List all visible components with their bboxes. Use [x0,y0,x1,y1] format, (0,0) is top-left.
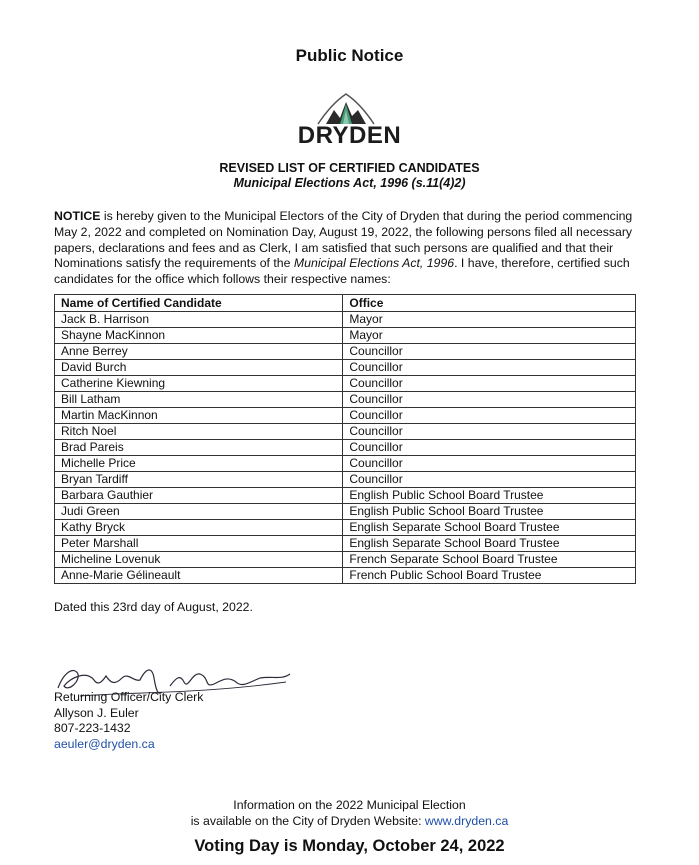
candidate-name: Bryan Tardiff [55,472,343,488]
candidate-office: Councillor [343,344,636,360]
notice-text-2: . I have, therefore, certified such candidates for the office which follows their respective names: [54,256,630,287]
candidate-name: David Burch [55,360,343,376]
candidate-office: French Public School Board Trustee [343,568,636,584]
candidate-office: Councillor [343,376,636,392]
candidate-table [54,294,636,584]
website-link[interactable]: www.dryden.ca [424,813,509,828]
table-row [55,424,636,440]
candidate-name: Ritch Noel [55,424,343,440]
candidate-office: English Separate School Board Trustee [343,536,636,552]
notice-lead: NOTICE [54,209,101,223]
list-heading: REVISED LIST OF CERTIFIED CANDIDATES [219,161,480,175]
logo-wordmark: DRYDEN [297,122,402,149]
candidate-name: Bill Latham [55,392,343,408]
candidate-office: Councillor [343,408,636,424]
candidate-name: Judi Green [55,504,343,520]
candidate-name: Anne Berrey [55,344,343,360]
candidate-office: English Separate School Board Trustee [343,520,636,536]
table-row [55,472,636,488]
notice-paragraph [54,209,648,288]
candidate-name: Shayne MacKinnon [55,328,343,344]
candidate-name: Catherine Kiewning [55,376,343,392]
table-row [55,488,636,504]
notice-text-1: is hereby given to the Municipal Electors of the City of Dryden that during the period commencing May 2, 2022 and completed on Nomination Day, August 19, 2022, the following persons filed all necessary papers, declarations and fees and as Clerk, I am satisfied that such persons are qualified and that their Nominations satisfy the requirements of the [54,209,633,271]
table-row [55,312,636,328]
signatory-phone: 807-223-1432 [54,721,131,735]
candidate-name: Jack B. Harrison [55,312,343,328]
candidate-office: Councillor [343,424,636,440]
candidate-name: Anne-Marie Gélineault [55,568,343,584]
voting-day-banner: Voting Day is Monday, October 24, 2022 [194,837,505,855]
list-subheading: Municipal Elections Act, 1996 (s.11(4)2) [233,176,466,190]
table-row [55,360,636,376]
candidate-office: Mayor [343,328,636,344]
candidate-office: French Separate School Board Trustee [343,552,636,568]
table-row [55,440,636,456]
dated-line: Dated this 23rd day of August, 2022. [54,600,253,614]
candidate-office: Councillor [343,392,636,408]
candidate-office: Councillor [343,360,636,376]
signatory-title: Returning Officer/City Clerk [54,690,204,704]
signature-block [54,690,203,752]
column-header-office: Office [343,295,636,312]
candidate-name: Kathy Bryck [55,520,343,536]
candidate-name: Micheline Lovenuk [55,552,343,568]
candidate-name: Barbara Gauthier [55,488,343,504]
candidate-name: Peter Marshall [55,536,343,552]
candidate-name: Brad Pareis [55,440,343,456]
candidate-office: Councillor [343,456,636,472]
table-row [55,456,636,472]
table-row [55,408,636,424]
candidate-office: English Public School Board Trustee [343,488,636,504]
table-row [55,504,636,520]
signatory-name: Allyson J. Euler [54,705,139,720]
table-row [55,376,636,392]
table-row [55,552,636,568]
table-row [55,344,636,360]
table-row [55,536,636,552]
candidate-name: Michelle Price [55,456,343,472]
table-row [55,328,636,344]
table-row [55,520,636,536]
candidate-office: English Public School Board Trustee [343,504,636,520]
notice-title: Public Notice [295,46,404,65]
table-header-row [55,295,636,312]
info-line-2 [0,814,699,830]
candidate-office: Mayor [343,312,636,328]
table-row [55,568,636,584]
candidate-name: Martin MacKinnon [55,408,343,424]
table-row [55,392,636,408]
column-header-name: Name of Certified Candidate [55,295,343,312]
signatory-email-link[interactable]: aeuler@dryden.ca [54,736,155,751]
act-reference: Municipal Elections Act, 1996 [293,256,455,271]
info-line-2-prefix: is available on the City of Dryden Website: [190,813,425,828]
election-info [0,798,699,829]
candidate-office: Councillor [343,472,636,488]
info-line-1: Information on the 2022 Municipal Election [233,798,466,812]
candidate-office: Councillor [343,440,636,456]
